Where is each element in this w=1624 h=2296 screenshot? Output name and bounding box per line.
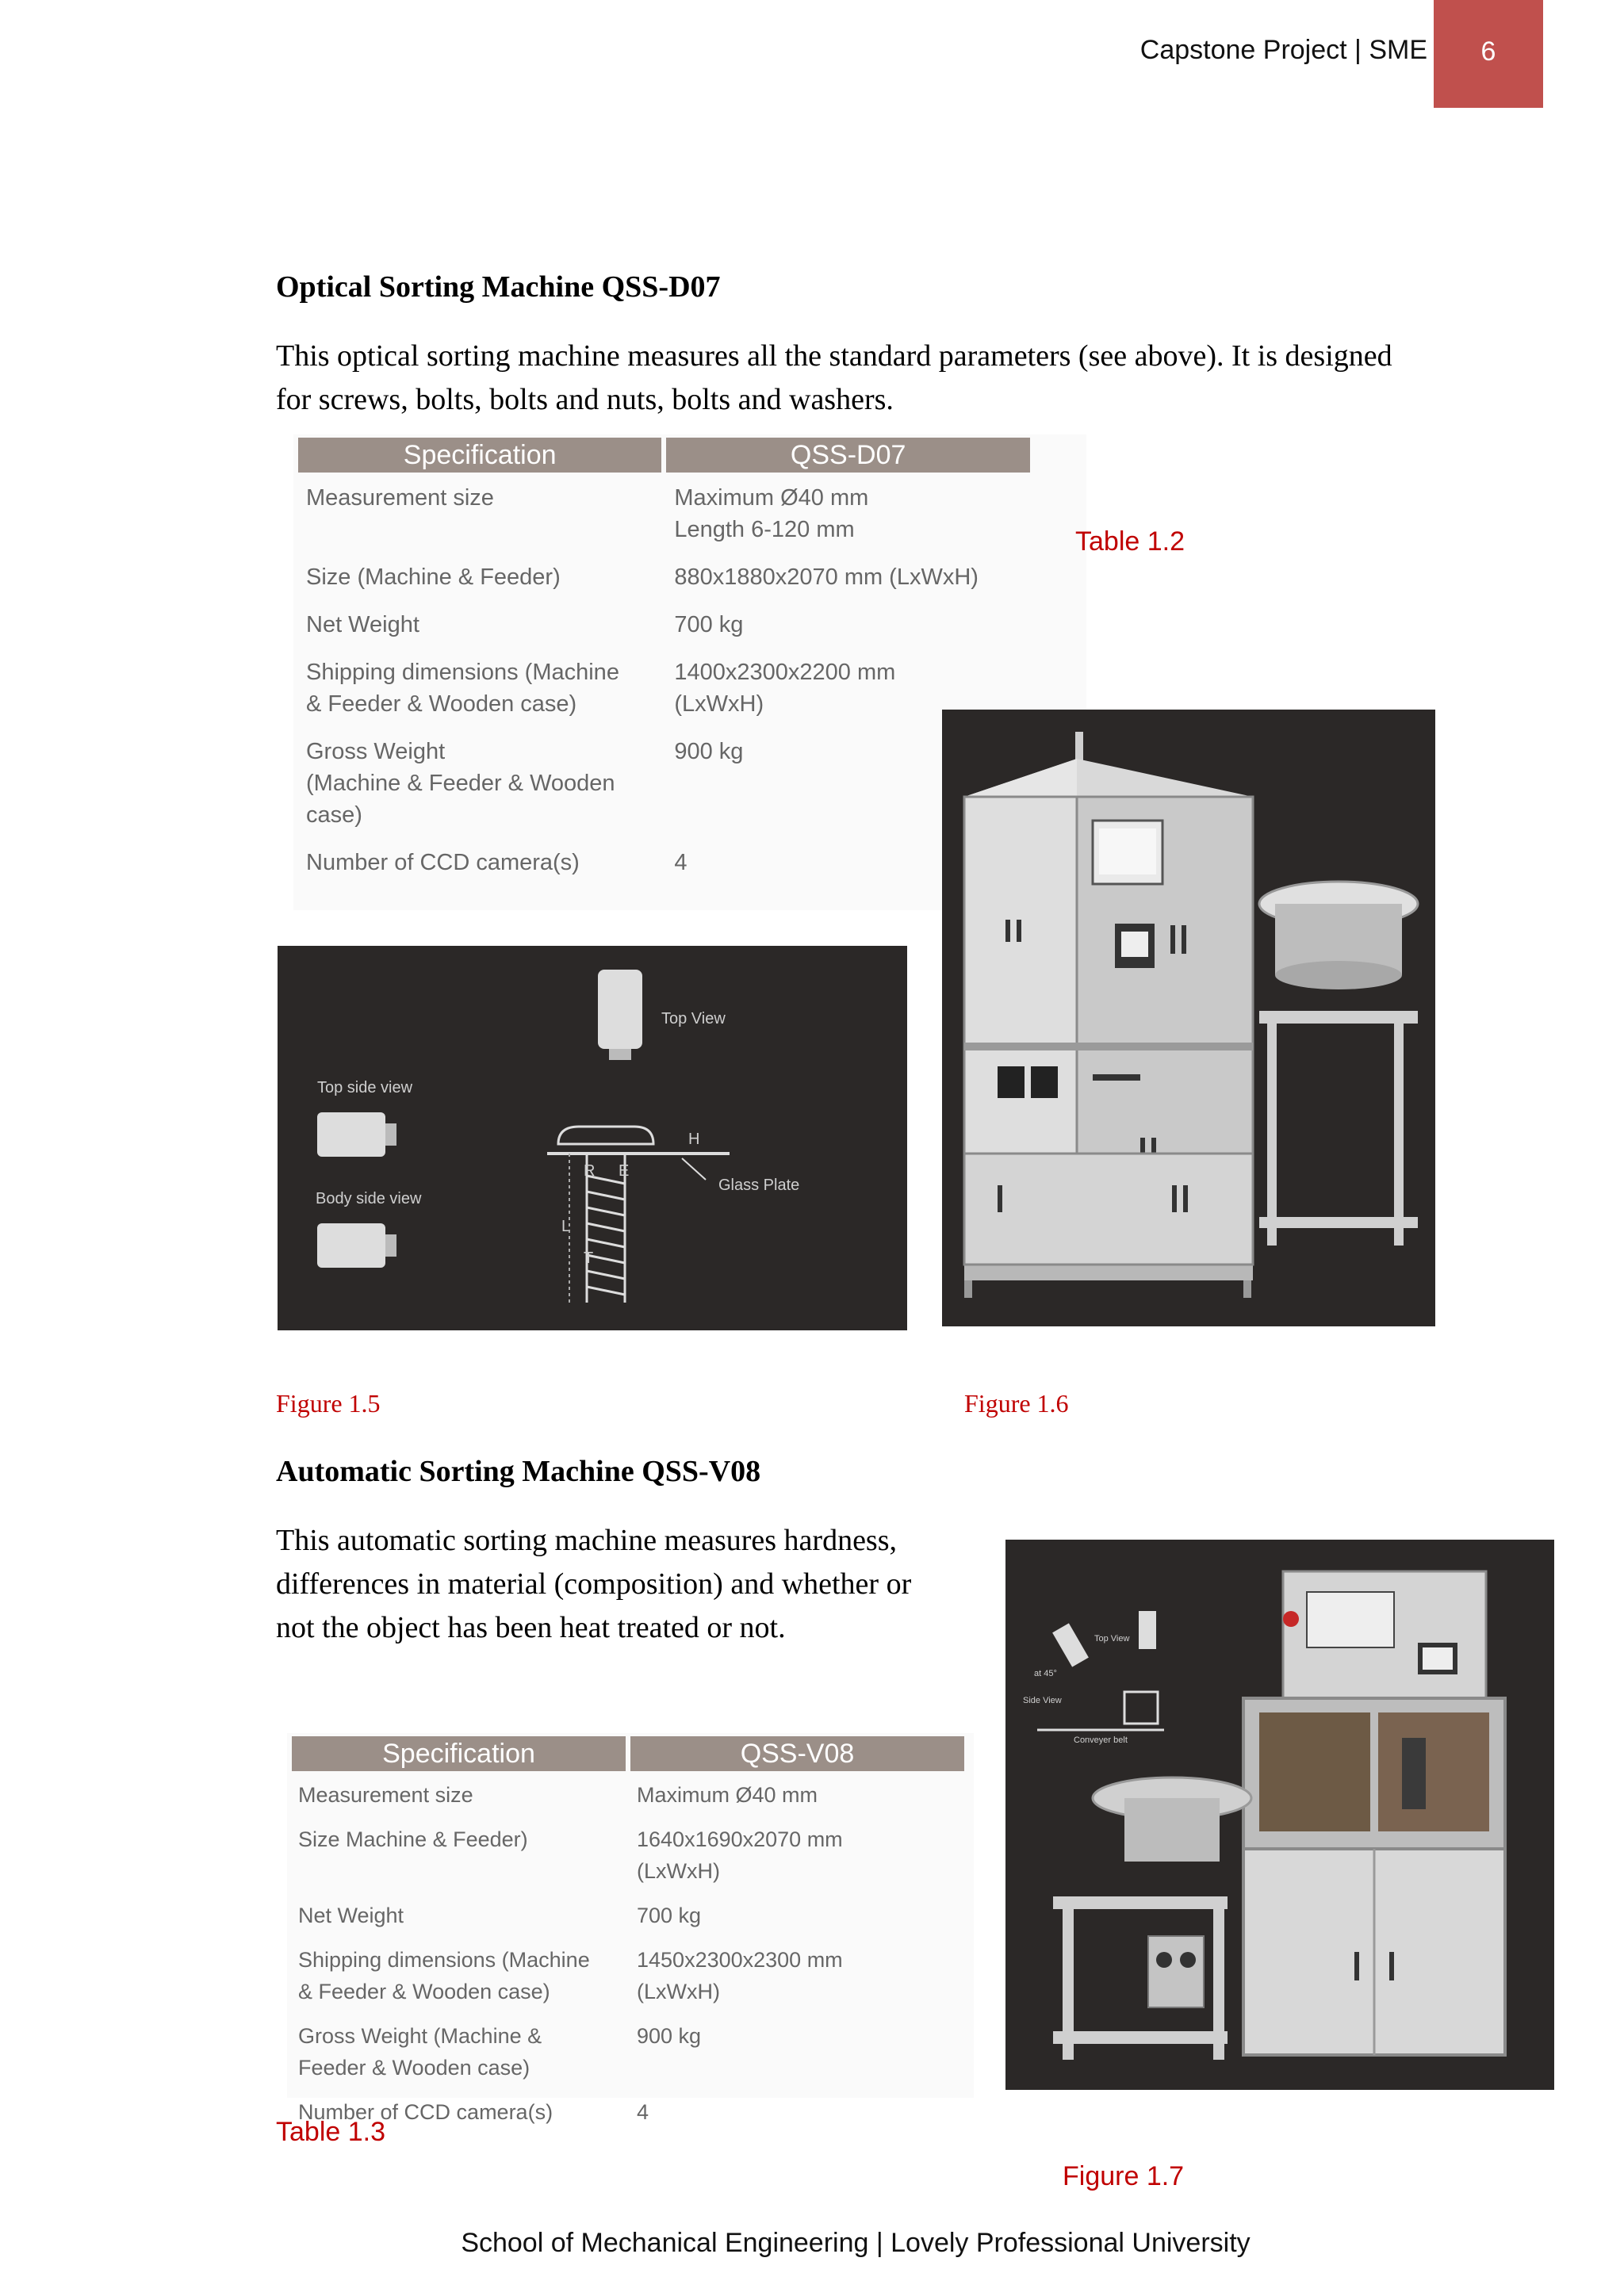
cell-line: Size (Machine & Feeder): [306, 564, 561, 590]
cell-line: & Feeder & Wooden case): [298, 1980, 550, 2003]
machine-illustration: [942, 710, 1435, 1326]
cell-line: (LxWxH): [637, 1859, 720, 1883]
cell-line: 900 kg: [674, 739, 744, 764]
spec-table-qss-v08: [287, 1733, 969, 2136]
cell-line: Measurement size: [306, 485, 494, 511]
table-row: [292, 1774, 964, 1816]
table-cell-spec: [298, 603, 661, 647]
page-footer: School of Mechanical Engineering | Lovely Professional University: [461, 2228, 1251, 2258]
cell-line: (LxWxH): [637, 1980, 720, 2003]
cell-line: 1450x2300x2300 mm: [637, 1948, 843, 1972]
table-caption: Table 1.3: [276, 2117, 385, 2147]
table-body: [292, 1774, 964, 2133]
section-paragraph: [276, 335, 1392, 422]
cell-line: case): [306, 802, 362, 828]
paragraph-line: not the object has been heat treated or not.: [276, 1611, 786, 1644]
figure-machine-photo-qss-v08: [1005, 1540, 1554, 2090]
cell-line: 900 kg: [637, 2024, 702, 2048]
table-cell-spec: [292, 1939, 626, 2012]
dimension-illustration: [278, 946, 907, 1330]
table-row: [298, 840, 1030, 885]
figure-machine-photo-qss-d07: [942, 710, 1435, 1326]
label-conveyer-belt: Conveyer belt: [1074, 1735, 1128, 1745]
label-top-view: Top View: [1094, 1634, 1130, 1644]
table-row: [298, 603, 1030, 647]
cell-line: 4: [674, 850, 688, 875]
figure-caption-1-5: Figure 1.5: [276, 1389, 381, 1418]
table-cell-value: [630, 1819, 964, 1892]
label-top-view: Top View: [661, 1010, 726, 1027]
cell-line: 1400x2300x2200 mm: [674, 660, 896, 685]
spec-table-qss-v08-image: [287, 1733, 974, 2124]
table-row: [298, 650, 1030, 726]
section-heading-qss-d07: Optical Sorting Machine QSS-D07: [276, 270, 721, 304]
cell-line: 4: [637, 2100, 649, 2124]
paragraph-line: differences in material (composition) and whether or: [276, 1567, 912, 1601]
cell-line: Shipping dimensions (Machine: [298, 1948, 590, 1972]
label-at-45: at 45°: [1034, 1669, 1057, 1678]
label-dim-t: T: [584, 1249, 594, 1267]
cell-line: 700 kg: [637, 1904, 702, 1927]
table-row: [298, 476, 1030, 552]
cell-line: Number of CCD camera(s): [298, 2100, 553, 2124]
page-number: 6: [1480, 36, 1496, 67]
cell-line: Length 6-120 mm: [674, 517, 855, 542]
table-cell-spec: [298, 650, 661, 726]
section-paragraph: [276, 1519, 911, 1650]
table-cell-spec: [298, 729, 661, 837]
cell-line: 1640x1690x2070 mm: [637, 1827, 843, 1851]
cell-line: Gross Weight: [306, 739, 446, 764]
paragraph-line: for screws, bolts, bolts and nuts, bolts and washers.: [276, 383, 894, 416]
table-cell-spec: [298, 555, 661, 599]
cell-line: (Machine & Feeder & Wooden: [306, 771, 615, 796]
label-dim-l: L: [561, 1218, 571, 1235]
table-cell-value: [630, 2015, 964, 2088]
cell-line: 880x1880x2070 mm (LxWxH): [674, 564, 979, 590]
table-cell-value: [630, 2091, 964, 2133]
table-cell-value: [630, 1939, 964, 2012]
table-row: [292, 2091, 964, 2133]
label-glass-plate: Glass Plate: [718, 1177, 800, 1194]
label-top-side-view: Top side view: [317, 1079, 413, 1096]
cell-line: Measurement size: [298, 1783, 473, 1807]
table-cell-spec: [292, 2015, 626, 2088]
paragraph-line: This automatic sorting machine measures hardness,: [276, 1524, 898, 1557]
table-row: [292, 1895, 964, 1936]
table-row: [292, 1939, 964, 2012]
table-header-model: QSS-V08: [630, 1736, 964, 1771]
spec-table-qss-d07: [293, 434, 1035, 888]
table-header-spec: Specification: [292, 1736, 626, 1771]
table-row: [292, 2015, 964, 2088]
table-cell-value: [630, 1895, 964, 1936]
table-header-model: QSS-D07: [666, 438, 1030, 473]
label-dim-e: E: [619, 1162, 630, 1180]
label-dim-r: R: [584, 1162, 596, 1180]
table-row: [298, 729, 1030, 837]
table-cell-spec: [292, 1774, 626, 1816]
table-cell-spec: [298, 840, 661, 885]
table-cell-spec: [292, 1895, 626, 1936]
cell-line: (LxWxH): [674, 691, 764, 717]
cell-line: Shipping dimensions (Machine: [306, 660, 619, 685]
table-cell-spec: [298, 476, 661, 552]
table-cell-value: [666, 603, 1030, 647]
cell-line: Maximum Ø40 mm: [637, 1783, 818, 1807]
table-cell-value: [666, 555, 1030, 599]
table-row: [292, 1819, 964, 1892]
cell-line: Number of CCD camera(s): [306, 850, 580, 875]
cell-line: Net Weight: [298, 1904, 404, 1927]
table-header-spec: Specification: [298, 438, 661, 473]
table-cell-spec: [292, 1819, 626, 1892]
label-body-side-view: Body side view: [316, 1190, 422, 1207]
machine-illustration: [1005, 1540, 1554, 2090]
label-side-view: Side View: [1023, 1696, 1062, 1705]
figure-caption-1-6: Figure 1.6: [964, 1389, 1069, 1418]
table-cell-value: [666, 476, 1030, 552]
cell-line: Gross Weight (Machine &: [298, 2024, 542, 2048]
paragraph-line: This optical sorting machine measures all the standard parameters (see above). It is designed: [276, 339, 1392, 373]
figure-caption-1-7: Figure 1.7: [1063, 2161, 1185, 2191]
figure-dimension-diagram: [278, 946, 907, 1330]
page-number-box: [1434, 0, 1543, 108]
table-row: [298, 555, 1030, 599]
section-heading-qss-v08: Automatic Sorting Machine QSS-V08: [276, 1455, 761, 1488]
table-caption: Table 1.2: [1075, 526, 1185, 557]
cell-line: Feeder & Wooden case): [298, 2056, 530, 2080]
cell-line: Net Weight: [306, 612, 419, 637]
cell-line: Maximum Ø40 mm: [674, 485, 869, 511]
cell-line: Size Machine & Feeder): [298, 1827, 528, 1851]
cell-line: 700 kg: [674, 612, 744, 637]
cell-line: & Feeder & Wooden case): [306, 691, 577, 717]
table-cell-value: [630, 1774, 964, 1816]
label-dim-h: H: [688, 1131, 700, 1148]
running-header: Capstone Project | SME: [1139, 35, 1427, 65]
table-body: [298, 476, 1030, 885]
